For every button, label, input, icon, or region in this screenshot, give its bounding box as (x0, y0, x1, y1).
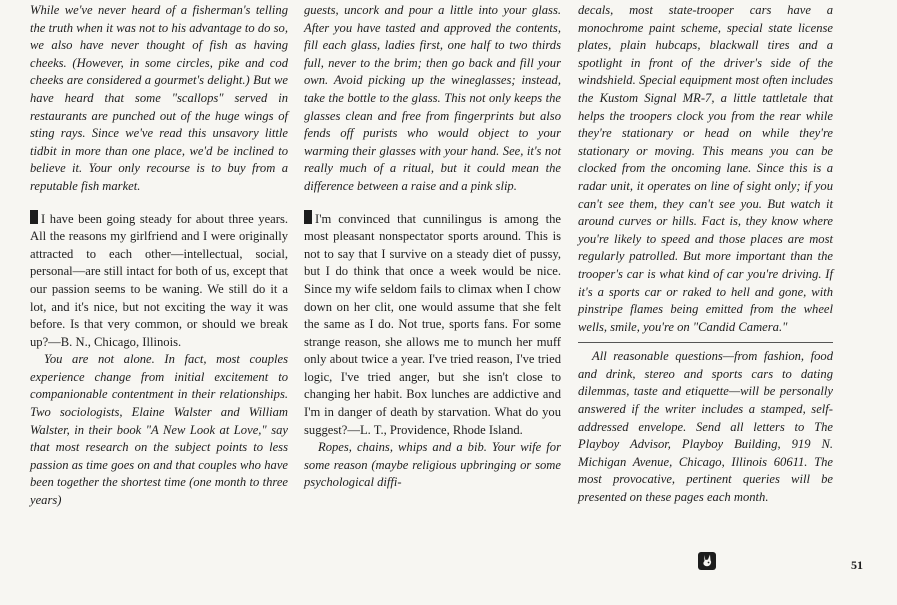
column-left (30, 2, 288, 510)
paragraph-marker (304, 210, 312, 224)
question-cunnilingus (304, 210, 561, 440)
answer-fish-cheeks: While we've never heard of a fisherman's telling the truth when it was not to his advantage to do so, we also have never thought of fish as having cheeks. (However, in some circles, pike and cod cheeks are considered a gourmet's delight.) But we have heard that some "scallops" served in restaurants are punched out of the huge wings of sting rays. Since we've read this unsavory little tidbit in more than one place, we'd be inclined to believe it. Your only recourse is to buy from a reputable fish market. (30, 3, 288, 193)
answer-wine-ritual: guests, uncork and pour a little into your glass. After you have tasted and approved the contents, fill each glass, ladies first, one half to two thirds full, never to the brim; then go back and fill your own. Avoid picking up the wineglasses; instead, take the bottle to the glass. This not only keeps the glasses clean and free from fingerprints but also fends off purists who would object to your warming their glasses with your hand. See, it's not really much of a ritual, but it could mean the difference between a raise and a pink slip. (304, 3, 561, 193)
answer-ropes: Ropes, chains, whips and a bib. Your wife for some reason (maybe religious upbringing or some psychological diffi- (304, 440, 561, 490)
question-steady-relationship (30, 210, 288, 352)
page-number: 51 (851, 558, 863, 572)
column-middle (304, 2, 561, 492)
question-text: I'm convinced that cunnilingus is among the most pleasant nonspectator sports around. This is not to say that I survive on a steady diet of pussy, but I do think that once a week would be nice. Since my wife seldom fails to climax when I chow down on her clit, one would assume that she felt the same as I do. Not true, sports fans. For some strange reason, she allows me to munch her muff only about twice a year. I've tried reason, I've tried logic, I've tried anger, but she isn't close to changing her habit. Box lunches are addictive and I'm in danger of death by starvation. What do you suggest?—L. T., Providence, Rhode Island. (304, 211, 561, 437)
section-divider (578, 342, 833, 343)
rabbit-head-icon (698, 552, 716, 570)
answer-state-trooper: decals, most state-trooper cars have a monochrome paint scheme, special state license plates, plain hubcaps, blackwall tires and a spotlight in front of the driver's side of the windshield. Special equipment most often includes the Kustom Signal MR-7, a little tattletale that helps the troopers clock you from the rear while they're stationary or head on while they're stationary or moving. This means you can be clocked from the oncoming lane. Since this is a radar unit, it operates on line of sight only; if you can't see them, they can't see you. But watch it around curves or hills. Fact is, they know where you're likely to speed and those places are most regularly patrolled. But more important than the trooper's car is what kind of car you're driving. If it's a sports car or raked to hell and gone, with pinstripe flames being emitted from the wheel wells, smile, you're on "Candid Camera." (578, 3, 833, 334)
column-right (578, 2, 833, 507)
answer-relationship: You are not alone. In fact, most couples experience change from initial excitement to companionable contentment in their relationships. Two sociologists, Elaine Walster and William Walster, in their book "A New Look at Love," say that most research on the subject points to less passion as time goes on and that couples who have been together the shortest time (one month to three years) (30, 352, 288, 508)
advisor-footer-note: All reasonable questions—from fashion, food and drink, stereo and sports cars to dating dilemmas, taste and etiquette—will be personally answered if the writer includes a stamped, self-addressed envelope. Send all letters to The Playboy Advisor, Playboy Building, 919 N. Michigan Avenue, Chicago, Illinois 60611. The most provocative, pertinent queries will be presented on these pages each month. (578, 349, 833, 505)
question-text: I have been going steady for about three years. All the reasons my girlfriend and I were originally attracted to each other—intellectual, social, personal—are still intact for both of us, except that our passion seems to be waning. We still do it a lot, and it's nice, but not exciting the way it was before. Is that very common, or should we break up?—B. N., Chicago, Illinois. (30, 211, 288, 349)
paragraph-marker (30, 210, 38, 224)
